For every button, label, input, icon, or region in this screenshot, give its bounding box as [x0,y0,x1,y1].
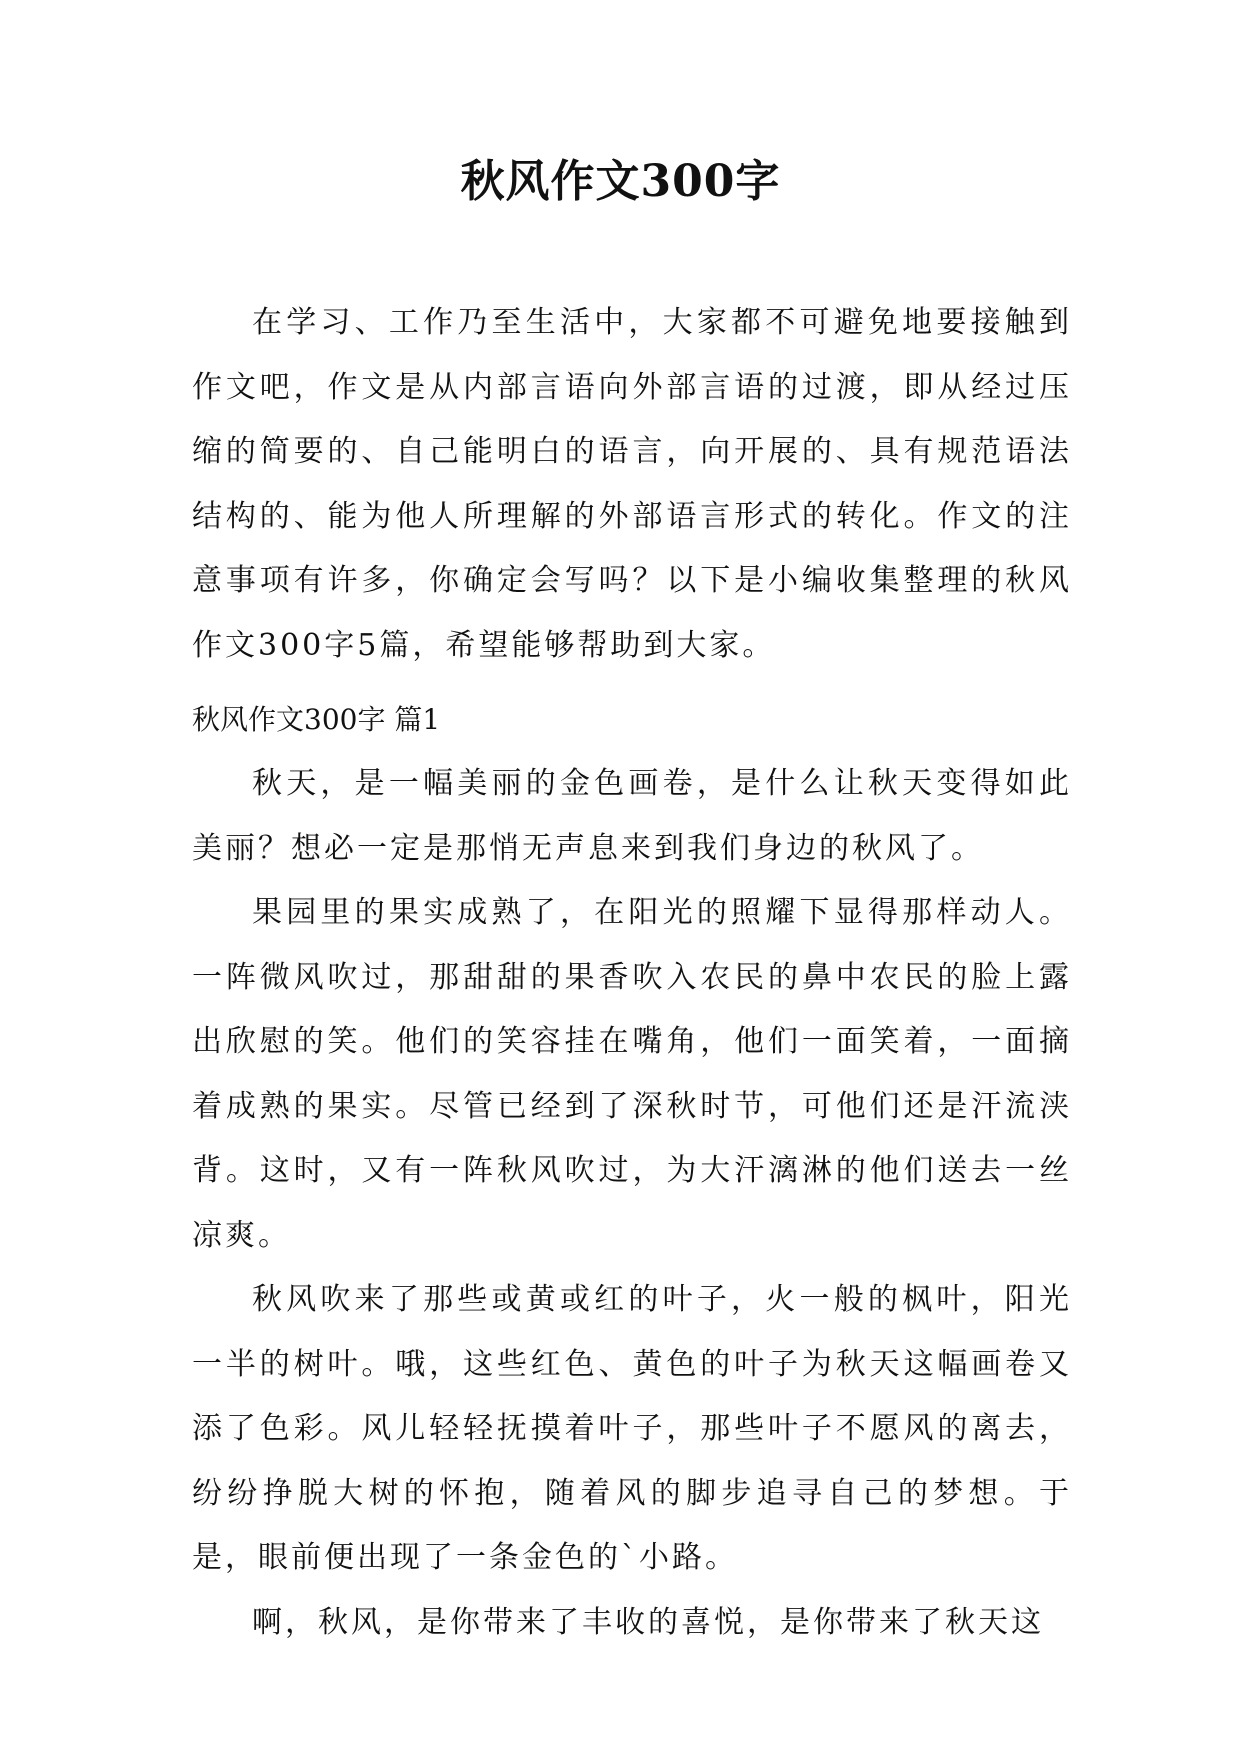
document-title: 秋风作文300字 [460,156,781,207]
essay-paragraph: 秋风吹来了那些或黄或红的叶子，火一般的枫叶，阳光一半的树叶。哦，这些红色、黄色的叶子为秋天这幅画卷又添了色彩。风儿轻轻抚摸着叶子，那些叶子不愿风的离去，纷纷挣脱大树的怀抱，随着风的脚步追寻自己的梦想。于是，眼前便出现了一条金色的`小路。 [192,1282,1072,1575]
section-heading: 秋风作文300字 篇1 [192,703,441,736]
essay-content [192,752,1072,1655]
essay-paragraph: 啊，秋风，是你带来了丰收的喜悦，是你带来了秋天这 [252,1604,1044,1640]
essay-paragraph: 果园里的果实成熟了，在阳光的照耀下显得那样动人。一阵微风吹过，那甜甜的果香吹入农民的鼻中农民的脸上露出欣慰的笑。他们的笑容挂在嘴角，他们一面笑着，一面摘着成熟的果实。尽管已经到了深秋时节，可他们还是汗流浃背。这时，又有一阵秋风吹过，为大汗漓淋的他们送去一丝凉爽。 [192,895,1072,1253]
intro-section [192,291,1072,678]
intro-paragraph: 在学习、工作乃至生活中，大家都不可避免地要接触到作文吧，作文是从内部言语向外部言语的过渡，即从经过压缩的简要的、自己能明白的语言，向开展的、具有规范语法结构的、能为他人所理解的外部语言形式的转化。作文的注意事项有许多，你确定会写吗？以下是小编收集整理的秋风作文300字5篇，希望能够帮助到大家。 [192,305,1072,663]
essay-paragraph: 秋天，是一幅美丽的金色画卷，是什么让秋天变得如此美丽？想必一定是那悄无声息来到我们身边的秋风了。 [192,766,1072,866]
